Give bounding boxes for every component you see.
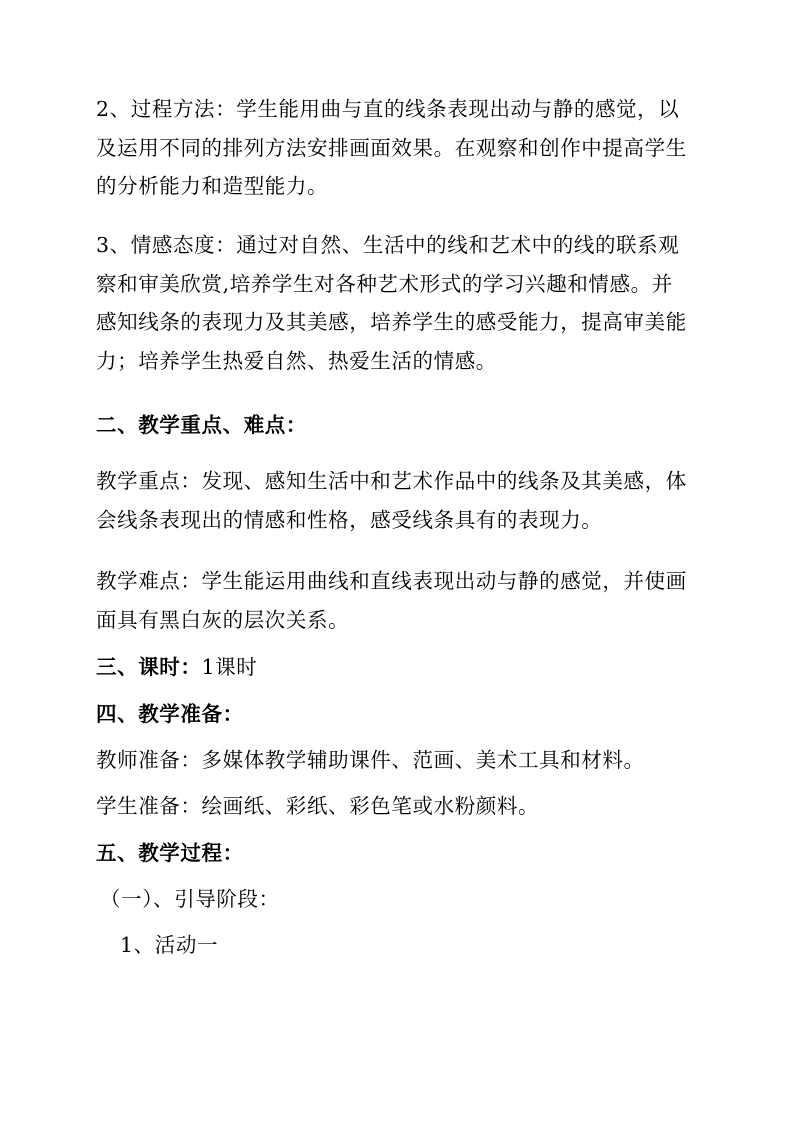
heading-key-points: 二、教学重点、难点：: [96, 413, 307, 437]
student-preparation: 学生准备：绘画纸、彩纸、彩色笔或水粉颜料。: [96, 794, 540, 818]
text-line: 会线条表现出的情感和性格，感受线条具有的表现力。: [96, 507, 603, 532]
class-hours-value: 1课时: [201, 655, 258, 679]
heading-class-hours: [96, 648, 696, 687]
text-line: 3、情感态度：通过对自然、生活中的线和艺术中的线的联系观: [96, 233, 680, 257]
paragraph-process-method: [96, 90, 696, 206]
text-line: 的分析能力和造型能力。: [96, 174, 329, 198]
activity-one: 1、活动一: [120, 933, 219, 957]
heading-teaching-process: 五、教学过程：: [96, 841, 244, 865]
text-line: 察和审美欣赏,培养学生对各种艺术形式的学习兴趣和情感。并: [96, 271, 673, 296]
heading-preparation: 四、教学准备：: [96, 702, 244, 726]
text-line: 教学重点：发现、感知生活中和艺术作品中的线条及其美感，体: [96, 469, 687, 493]
text-line: 力；培养学生热爱自然、热爱生活的情感。: [96, 348, 497, 373]
text-line: 面具有黑白灰的层次关系。: [96, 607, 350, 632]
text-line: 及运用不同的排列方法安排画面效果。在观察和创作中提高学生: [96, 135, 687, 160]
text-line: 感知线条的表现力及其美感，培养学生的感受能力，提高审美能: [96, 310, 687, 334]
sub-heading-introduction: （一）、引导阶段：: [100, 887, 280, 911]
teacher-preparation: 教师准备：多媒体教学辅助课件、范画、美术工具和材料。: [96, 748, 645, 772]
text-line: 教学难点：学生能运用曲线和直线表现出动与静的感觉，并使画: [96, 569, 687, 593]
text-line: 2、过程方法：学生能用曲与直的线条表现出动与静的感觉，以: [96, 97, 680, 121]
paragraph-emotion-attitude: [96, 226, 696, 380]
paragraph-difficult-point: [96, 562, 696, 639]
heading-class-hours-label: 三、课时：: [96, 655, 202, 679]
paragraph-key-point: [96, 462, 696, 539]
